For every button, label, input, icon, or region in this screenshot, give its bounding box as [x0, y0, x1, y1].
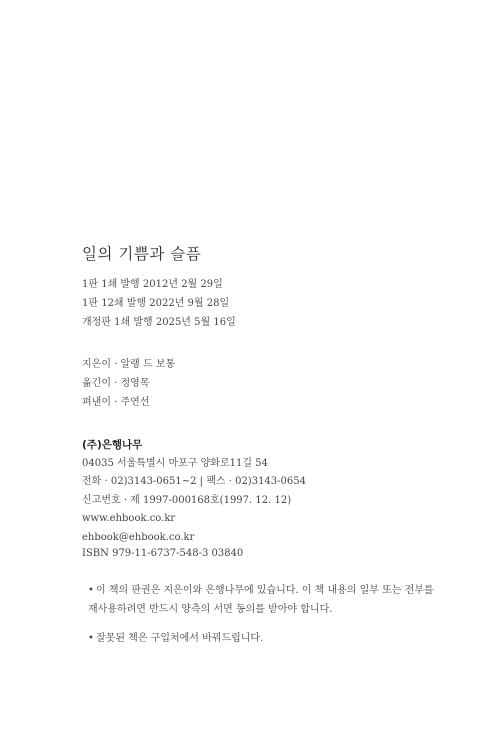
publisher-website: www.ehbook.co.kr	[82, 513, 176, 524]
publisher-contact: 전화 · 02)3143-0651~2 | 팩스 · 02)3143-0654	[82, 476, 306, 487]
exchange-notice	[88, 629, 438, 648]
edition-line-revised: 개정판 1쇄 발행 2025년 5월 16일	[82, 317, 236, 328]
credit-translator: 옮긴이 · 정영목	[82, 378, 150, 389]
credits	[82, 355, 442, 412]
copyright-notice-line1: 이 책의 판권은 지은이와 은행나무에 있습니다. 이 책 내용의 일부 또는 전부를	[96, 585, 434, 596]
bullet-icon: •	[88, 585, 94, 596]
publisher-email: ehbook@ehbook.co.kr	[82, 531, 195, 543]
copyright-notice-line2: 재사용하려면 반드시 양측의 서면 동의를 받아야 합니다.	[88, 604, 333, 615]
book-title: 일의 기쁨과 슬픔	[82, 245, 202, 263]
bullet-icon: •	[88, 633, 94, 644]
credit-publisher: 펴낸이 · 주연선	[82, 397, 150, 408]
copyright-notice	[88, 581, 438, 619]
edition-line-latest-printing: 1판 12쇄 발행 2022년 9월 28일	[82, 298, 230, 309]
publisher-name: (주)은행나무	[82, 439, 143, 451]
exchange-notice-text: 잘못된 책은 구입처에서 바꿔드립니다.	[96, 633, 264, 644]
credit-author: 지은이 · 알랭 드 보통	[82, 359, 176, 370]
publisher-address: 04035 서울특별시 마포구 양화로11길 54	[82, 457, 268, 469]
isbn: ISBN 979-11-6737-548-3 03840	[82, 548, 244, 559]
publisher-registration: 신고번호 · 제 1997-000168호(1997. 12. 12)	[82, 494, 292, 506]
publisher-info	[82, 436, 442, 547]
edition-history	[82, 275, 442, 332]
edition-line-first: 1판 1쇄 발행 2012년 2월 29일	[82, 279, 223, 290]
